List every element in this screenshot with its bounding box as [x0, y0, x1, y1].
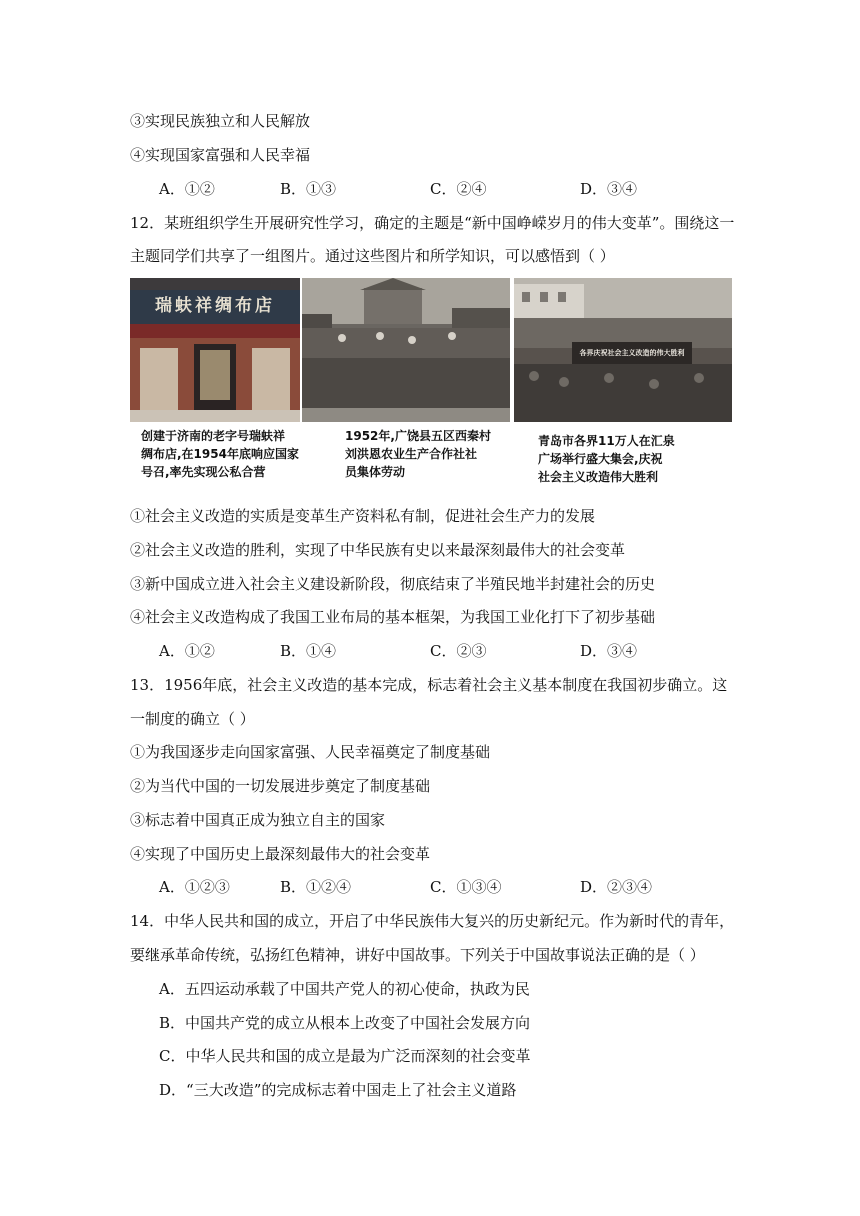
photo-3-caption-line: 广场举行盛大集会,庆祝: [538, 452, 663, 466]
q11-option-c: C．②④: [430, 180, 487, 198]
q13-option-c: C．①③④: [430, 878, 502, 896]
photo-ruifuxiang-shop: [130, 278, 300, 422]
q11-option-b: B．①③: [280, 180, 337, 198]
q12-statement-1: ①社会主义改造的实质是变革生产资料私有制，促进社会生产力的发展: [130, 507, 596, 525]
photo-1-caption-line: 绸布店,在1954年底响应国家: [141, 447, 299, 461]
photo-3-caption-line: 社会主义改造伟大胜利: [538, 470, 659, 484]
q13-option-d: D．②③④: [580, 878, 653, 896]
q13-statement-1: ①为我国逐步走向国家富强、人民幸福奠定了制度基础: [130, 743, 491, 761]
q14-option-a: A．五四运动承载了中国共产党人的初心使命，执政为民: [159, 980, 530, 998]
shop-sign-text: 瑞蚨祥绸布店: [155, 296, 275, 316]
q12-option-b: B．①④: [280, 642, 337, 660]
photo-2-caption: [345, 427, 491, 481]
q12-statement-2: ②社会主义改造的胜利，实现了中华民族有史以来最深刻最伟大的社会变革: [130, 541, 626, 559]
q11-statement-3: ③实现民族独立和人民解放: [130, 112, 311, 130]
q14-option-d: D．“三大改造”的完成标志着中国走上了社会主义道路: [159, 1081, 517, 1099]
photo-3-caption: [538, 432, 675, 486]
photo-2-caption-line: 1952年,广饶县五区西秦村: [345, 429, 491, 443]
q13-statement-4: ④实现了中国历史上最深刻最伟大的社会变革: [130, 845, 431, 863]
q12-option-c: C．②③: [430, 642, 487, 660]
q13-statement-3: ③标志着中国真正成为独立自主的国家: [130, 811, 386, 829]
photo-1-caption-line: 创建于济南的老字号瑞蚨祥: [141, 429, 286, 443]
q14-stem-line-2: 要继承革命传统，弘扬红色精神，讲好中国故事。下列关于中国故事说法正确的是（ ）: [130, 946, 705, 964]
q11-statement-4: ④实现国家富强和人民幸福: [130, 146, 311, 164]
q13-option-a: A．①②③: [159, 878, 230, 896]
q13-statement-2: ②为当代中国的一切发展进步奠定了制度基础: [130, 777, 431, 795]
q12-stem-line-1: 12．某班组织学生开展研究性学习，确定的主题是“新中国峥嵘岁月的伟大变革”。围绕这一: [130, 214, 735, 232]
photo-2-caption-line: 刘洪恩农业生产合作社社: [345, 447, 478, 461]
photo-qingdao-rally: [514, 278, 732, 422]
q11-option-a: A．①②: [159, 180, 215, 198]
photo-2-caption-line: 员集体劳动: [345, 465, 406, 479]
q14-option-b: B．中国共产党的成立从根本上改变了中国社会发展方向: [159, 1014, 531, 1032]
q13-stem-line-1: 13．1956年底，社会主义改造的基本完成，标志着社会主义基本制度在我国初步确立。这: [130, 676, 728, 694]
q13-stem-line-2: 一制度的确立（ ）: [130, 710, 255, 728]
q11-option-d: D．③④: [580, 180, 638, 198]
photo-cooperative-farm: [302, 278, 510, 422]
q12-statement-4: ④社会主义改造构成了我国工业布局的基本框架，为我国工业化打下了初步基础: [130, 608, 656, 626]
rally-banner-text: 各界庆祝社会主义改造的伟大胜利: [579, 349, 685, 357]
q14-stem-line-1: 14．中华人民共和国的成立，开启了中华民族伟大复兴的历史新纪元。作为新时代的青年，: [130, 912, 735, 930]
q12-stem-line-2: 主题同学们共享了一组图片。通过这些图片和所学知识，可以感悟到（ ）: [130, 247, 615, 265]
q12-option-a: A．①②: [159, 642, 215, 660]
q13-option-b: B．①②④: [280, 878, 352, 896]
photo-3-caption-line: 青岛市各界11万人在汇泉: [538, 434, 675, 448]
q12-statement-3: ③新中国成立进入社会主义建设新阶段，彻底结束了半殖民地半封建社会的历史: [130, 575, 656, 593]
photo-1-caption: [141, 427, 299, 481]
q14-option-c: C．中华人民共和国的成立是最为广泛而深刻的社会变革: [159, 1047, 531, 1065]
photo-1-caption-line: 号召,率先实现公私合营: [141, 465, 266, 479]
q12-option-d: D．③④: [580, 642, 638, 660]
